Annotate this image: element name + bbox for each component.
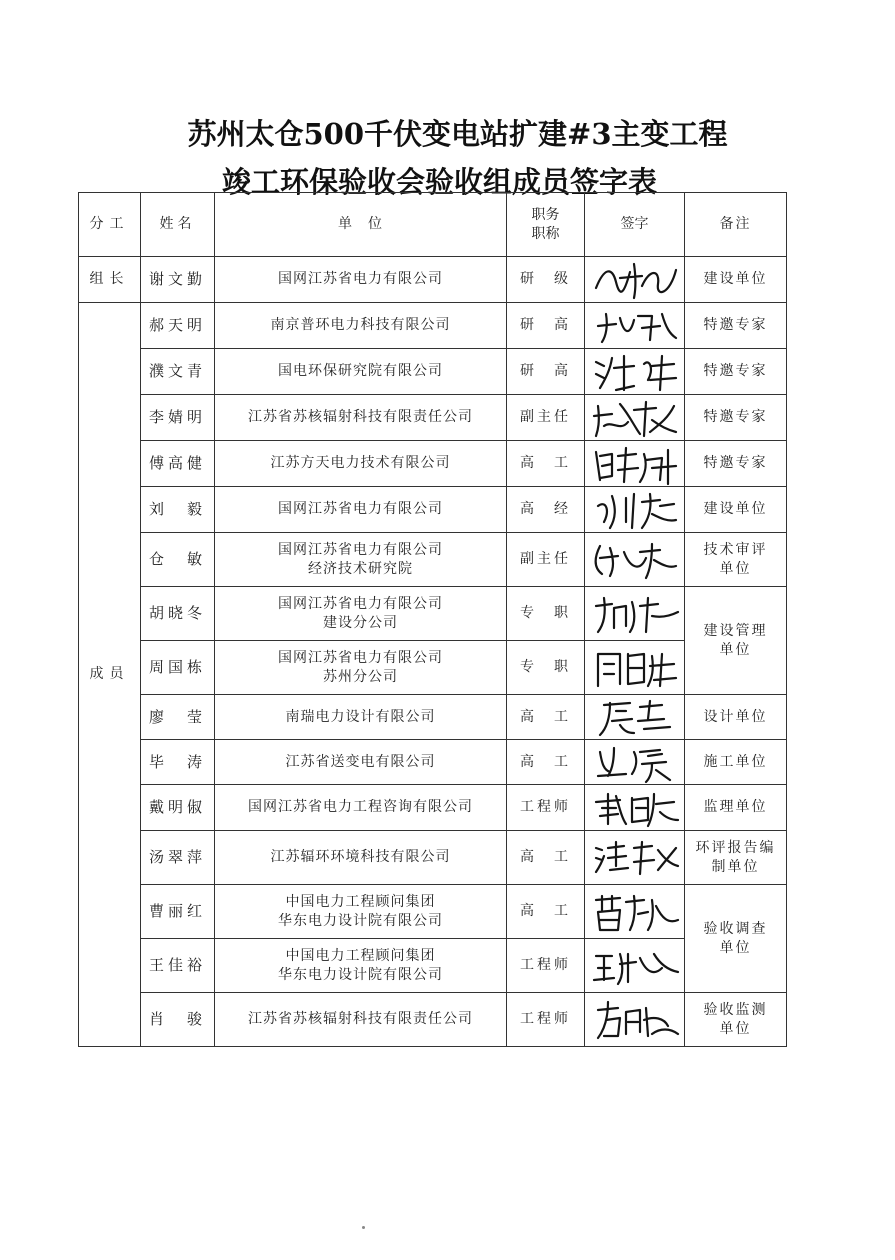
remark-line: 单位 xyxy=(719,560,752,577)
scan-speck xyxy=(362,1226,365,1229)
remark-line: 特邀专家 xyxy=(703,409,768,426)
unit-line: 国网江苏省电力有限公司 xyxy=(278,649,443,666)
header-remark: 备注 xyxy=(685,193,787,257)
unit-line: 江苏省苏核辐射科技有限责任公司 xyxy=(248,409,473,426)
member-unit xyxy=(215,641,507,695)
member-name: 周国栋 xyxy=(141,641,215,695)
member-name: 濮文青 xyxy=(141,349,215,395)
table-row xyxy=(79,939,787,993)
member-remark xyxy=(685,349,787,395)
handwritten-signature xyxy=(585,487,685,533)
remark-line: 特邀专家 xyxy=(703,455,768,472)
handwritten-signature xyxy=(585,441,685,487)
header-title-line-2: 职称 xyxy=(531,225,560,242)
member-title: 副主任 xyxy=(507,395,585,441)
member-remark xyxy=(685,587,787,695)
remark-line: 技术审评 xyxy=(703,541,768,558)
member-name: 刘 毅 xyxy=(141,487,215,533)
member-unit xyxy=(215,831,507,885)
member-unit xyxy=(215,257,507,303)
table-row xyxy=(79,533,787,587)
unit-line: 苏州分公司 xyxy=(323,668,398,685)
member-remark xyxy=(685,441,787,487)
handwritten-signature xyxy=(585,641,685,695)
unit-line: 国网江苏省电力有限公司 xyxy=(278,271,443,288)
member-name: 毕 涛 xyxy=(141,740,215,785)
member-unit xyxy=(215,785,507,831)
member-unit xyxy=(215,740,507,785)
member-title: 高 工 xyxy=(507,885,585,939)
header-title-line-1: 职务 xyxy=(531,206,560,223)
header-name: 姓名 xyxy=(141,193,215,257)
member-unit xyxy=(215,885,507,939)
unit-line: 建设分公司 xyxy=(323,614,398,631)
handwritten-signature xyxy=(585,303,685,349)
member-title: 高 工 xyxy=(507,740,585,785)
member-title: 专 职 xyxy=(507,641,585,695)
member-remark xyxy=(685,885,787,993)
member-name: 傅高健 xyxy=(141,441,215,487)
table-row xyxy=(79,441,787,487)
remark-line: 环评报告编 xyxy=(695,839,776,856)
page-title-line-1: 苏州太仓500千伏变电站扩建#3主变工程 xyxy=(187,117,728,151)
member-name: 汤翠萍 xyxy=(141,831,215,885)
table-row xyxy=(79,257,787,303)
header-signature: 签字 xyxy=(585,193,685,257)
member-unit xyxy=(215,349,507,395)
table-row xyxy=(79,695,787,740)
member-remark xyxy=(685,740,787,785)
handwritten-signature xyxy=(585,740,685,785)
handwritten-signature xyxy=(585,785,685,831)
handwritten-signature xyxy=(585,939,685,993)
remark-line: 单位 xyxy=(719,641,752,658)
member-unit xyxy=(215,587,507,641)
unit-line: 南瑞电力设计有限公司 xyxy=(285,708,436,725)
remark-line: 特邀专家 xyxy=(703,363,768,380)
member-title: 高 工 xyxy=(507,441,585,487)
member-name: 李婧明 xyxy=(141,395,215,441)
unit-line: 国网江苏省电力工程咨询有限公司 xyxy=(248,799,473,816)
unit-line: 江苏辐环环境科技有限公司 xyxy=(270,849,451,866)
member-unit xyxy=(215,395,507,441)
table-row xyxy=(79,993,787,1047)
table-row xyxy=(79,785,787,831)
role-member: 成员 xyxy=(79,303,141,1047)
member-title: 工程师 xyxy=(507,993,585,1047)
member-remark xyxy=(685,303,787,349)
handwritten-signature xyxy=(585,993,685,1047)
unit-line: 江苏省送变电有限公司 xyxy=(285,753,436,770)
member-unit xyxy=(215,441,507,487)
table-row xyxy=(79,587,787,641)
handwritten-signature xyxy=(585,587,685,641)
handwritten-signature xyxy=(585,395,685,441)
member-unit xyxy=(215,533,507,587)
table-row xyxy=(79,831,787,885)
unit-line: 国网江苏省电力有限公司 xyxy=(278,541,443,558)
table-row xyxy=(79,885,787,939)
member-name: 仓 敏 xyxy=(141,533,215,587)
header-role: 分工 xyxy=(79,193,141,257)
remark-line: 施工单位 xyxy=(703,753,768,770)
member-name: 戴明俶 xyxy=(141,785,215,831)
member-name: 谢文勤 xyxy=(141,257,215,303)
table-row xyxy=(79,349,787,395)
remark-line: 验收调查 xyxy=(703,920,768,937)
member-remark xyxy=(685,257,787,303)
member-unit xyxy=(215,993,507,1047)
member-remark xyxy=(685,993,787,1047)
member-title: 高 工 xyxy=(507,831,585,885)
remark-line: 监理单位 xyxy=(703,799,768,816)
member-title: 研 高 xyxy=(507,349,585,395)
unit-line: 国电环保研究院有限公司 xyxy=(278,363,443,380)
member-name: 曹丽红 xyxy=(141,885,215,939)
member-unit xyxy=(215,695,507,740)
member-title: 工程师 xyxy=(507,939,585,993)
remark-line: 验收监测 xyxy=(703,1001,768,1018)
page-title-line-2: 竣工环保验收会验收组成员签字表 xyxy=(221,165,657,199)
remark-line: 单位 xyxy=(719,1020,752,1037)
unit-line: 国网江苏省电力有限公司 xyxy=(278,501,443,518)
member-remark xyxy=(685,831,787,885)
unit-line: 江苏方天电力技术有限公司 xyxy=(270,455,451,472)
member-remark xyxy=(685,785,787,831)
member-unit xyxy=(215,939,507,993)
remark-line: 建设单位 xyxy=(703,501,768,518)
remark-line: 建设管理 xyxy=(703,622,768,639)
member-unit xyxy=(215,487,507,533)
member-remark xyxy=(685,533,787,587)
unit-line: 经济技术研究院 xyxy=(308,560,413,577)
member-remark xyxy=(685,395,787,441)
member-title: 研 级 xyxy=(507,257,585,303)
remark-line: 建设单位 xyxy=(703,271,768,288)
unit-line: 国网江苏省电力有限公司 xyxy=(278,595,443,612)
header-title xyxy=(507,193,585,257)
handwritten-signature xyxy=(585,533,685,587)
member-name: 郝天明 xyxy=(141,303,215,349)
table-row xyxy=(79,487,787,533)
member-title: 工程师 xyxy=(507,785,585,831)
member-remark xyxy=(685,487,787,533)
unit-line: 华东电力设计院有限公司 xyxy=(278,912,443,929)
handwritten-signature xyxy=(585,831,685,885)
member-title: 专 职 xyxy=(507,587,585,641)
table-row xyxy=(79,641,787,695)
unit-line: 中国电力工程顾问集团 xyxy=(285,947,436,964)
table-row xyxy=(79,303,787,349)
member-name: 肖 骏 xyxy=(141,993,215,1047)
member-name: 胡晓冬 xyxy=(141,587,215,641)
handwritten-signature xyxy=(585,695,685,740)
table-row xyxy=(79,740,787,785)
remark-line: 特邀专家 xyxy=(703,317,768,334)
remark-line: 单位 xyxy=(719,939,752,956)
member-title: 高 经 xyxy=(507,487,585,533)
unit-line: 华东电力设计院有限公司 xyxy=(278,966,443,983)
signature-table xyxy=(78,192,787,1047)
handwritten-signature xyxy=(585,885,685,939)
member-title: 高 工 xyxy=(507,695,585,740)
table-row xyxy=(79,395,787,441)
member-title: 副主任 xyxy=(507,533,585,587)
handwritten-signature xyxy=(585,257,685,303)
table-header-row xyxy=(79,193,787,257)
member-unit xyxy=(215,303,507,349)
unit-line: 江苏省苏核辐射科技有限责任公司 xyxy=(248,1011,473,1028)
remark-line: 制单位 xyxy=(711,858,760,875)
member-name: 王佳裕 xyxy=(141,939,215,993)
member-name: 廖 莹 xyxy=(141,695,215,740)
member-title: 研 高 xyxy=(507,303,585,349)
role-leader: 组长 xyxy=(79,257,141,303)
handwritten-signature xyxy=(585,349,685,395)
unit-line: 南京普环电力科技有限公司 xyxy=(270,317,451,334)
unit-line: 中国电力工程顾问集团 xyxy=(285,893,436,910)
member-remark xyxy=(685,695,787,740)
header-unit: 单 位 xyxy=(215,193,507,257)
remark-line: 设计单位 xyxy=(703,708,768,725)
